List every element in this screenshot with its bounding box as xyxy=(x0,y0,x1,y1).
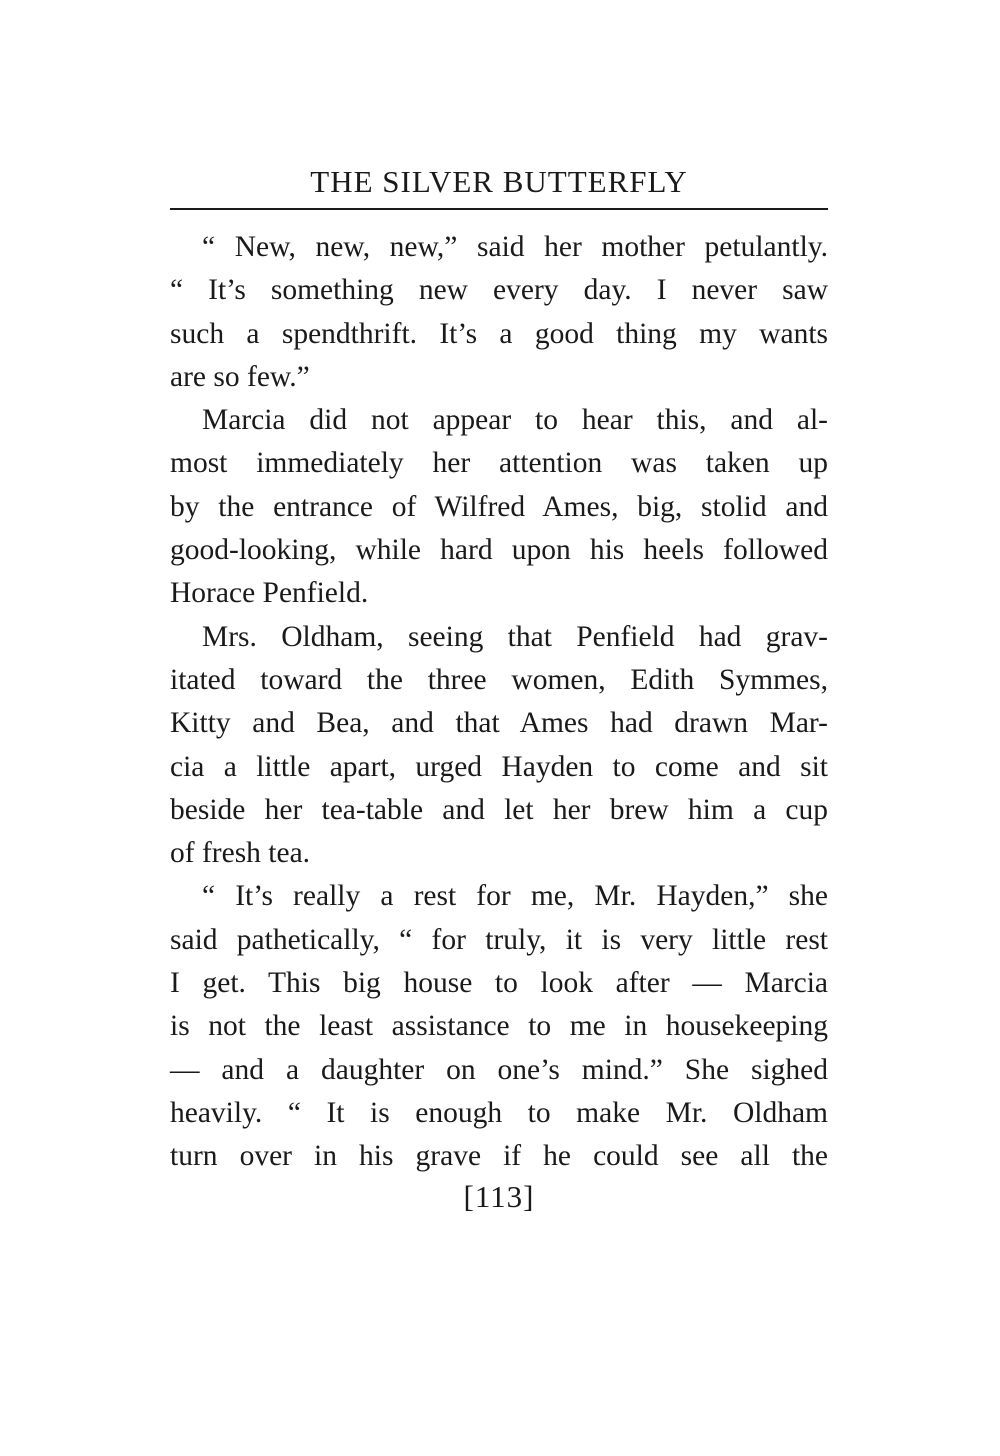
text-line: Kitty and Bea, and that Ames had drawn Mar- xyxy=(170,707,828,740)
paragraph-2 xyxy=(170,399,828,615)
text-line: I get. This big house to look after — Marcia xyxy=(170,967,828,1000)
text-line: by the entrance of Wilfred Ames, big, stolid and xyxy=(170,490,828,523)
text-line: such a spendthrift. It’s a good thing my wants xyxy=(170,317,828,350)
text-line: most immediately her attention was taken up xyxy=(170,447,828,480)
body-text xyxy=(170,226,828,1179)
text-line: beside her tea-table and let her brew him a cup xyxy=(170,793,828,826)
page-number: [113] xyxy=(463,1179,535,1214)
text-line: said pathetically, “ for truly, it is very little rest xyxy=(170,923,828,956)
text-line: itated toward the three women, Edith Symmes, xyxy=(170,663,828,696)
text-line: “ New, new, new,” said her mother petulantly. xyxy=(202,231,828,263)
text-line: heavily. “ It is enough to make Mr. Oldham xyxy=(170,1096,828,1129)
paragraph-1 xyxy=(170,226,828,399)
text-line: — and a daughter on one’s mind.” She sighed xyxy=(170,1053,828,1086)
text-line: “ It’s really a rest for me, Mr. Hayden,” she xyxy=(202,880,828,913)
text-line: “ It’s something new every day. I never saw xyxy=(170,274,828,307)
running-head-title: THE SILVER BUTTERFLY xyxy=(310,164,688,199)
text-line: is not the least assistance to me in housekeeping xyxy=(170,1010,828,1043)
paragraph-4 xyxy=(170,875,828,1178)
text-line: are so few.” xyxy=(170,360,310,393)
text-line: turn over in his grave if he could see all the xyxy=(170,1140,828,1173)
paragraph-3 xyxy=(170,616,828,876)
text-line: of fresh tea. xyxy=(170,837,311,870)
text-line: Horace Penfield. xyxy=(170,577,369,610)
text-line: good-looking, while hard upon his heels followed xyxy=(170,534,828,567)
text-line: Mrs. Oldham, seeing that Penfield had grav- xyxy=(202,620,828,653)
text-line: cia a little apart, urged Hayden to come and sit xyxy=(170,750,828,783)
text-line: Marcia did not appear to hear this, and al- xyxy=(202,404,828,437)
header-rule xyxy=(170,208,828,210)
